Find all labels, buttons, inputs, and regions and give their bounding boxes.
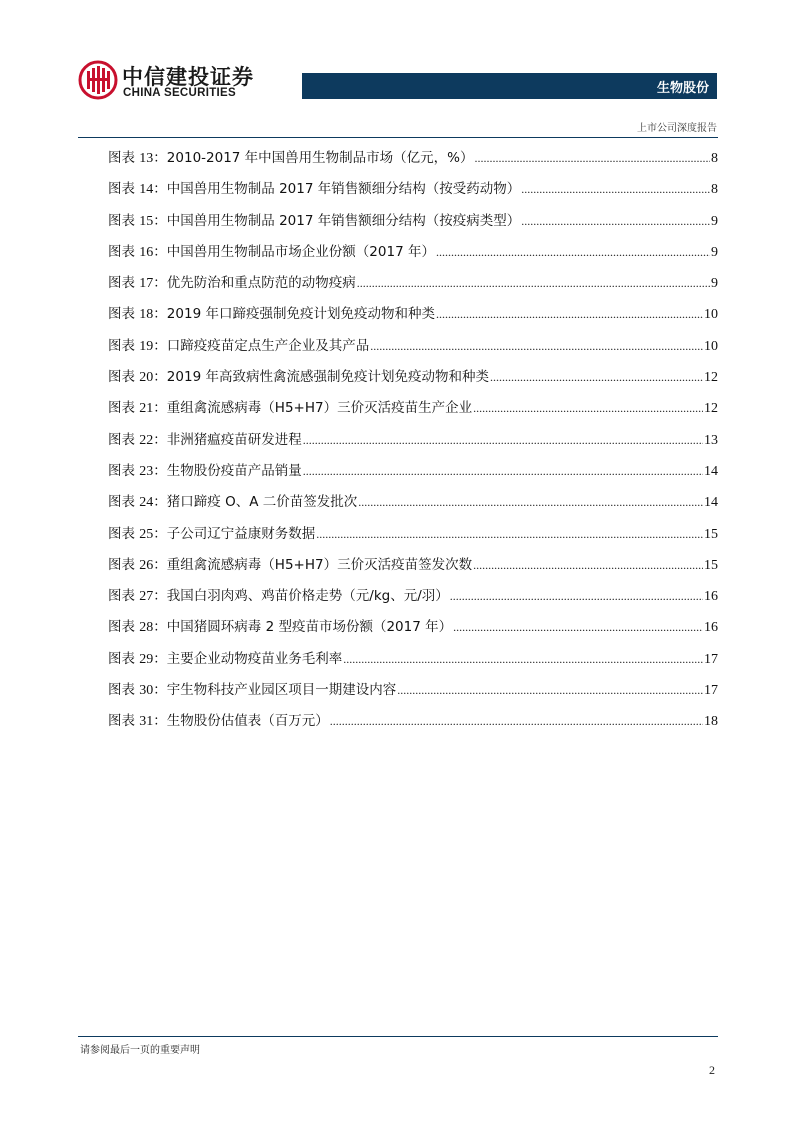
toc-page-number: 12 (704, 401, 718, 417)
toc-page-number: 16 (704, 620, 718, 636)
toc-entry[interactable] (108, 334, 718, 365)
toc-dot-leader (450, 589, 703, 604)
toc-entry-title: 猪口蹄疫 O、A 二价苗签发批次 (166, 494, 358, 511)
toc-entry-title: 口蹄疫疫苗定点生产企业及其产品 (166, 337, 370, 354)
toc-dot-leader (370, 339, 703, 354)
toc-page-number: 9 (711, 276, 718, 292)
toc-page-number: 12 (704, 370, 718, 386)
toc-entry[interactable] (108, 177, 718, 208)
toc-entry-title: 中国兽用生物制品 2017 年销售额细分结构（按疫病类型） (166, 212, 521, 229)
toc-dot-leader (521, 182, 710, 197)
toc-page-number: 9 (711, 244, 718, 260)
toc-page-number: 9 (711, 213, 718, 229)
toc-dot-leader (473, 401, 703, 416)
toc-figure-label: 图表 26： (108, 556, 167, 573)
toc-entry-title: 中国兽用生物制品 2017 年销售额细分结构（按受药动物） (166, 181, 521, 198)
table-of-figures (108, 146, 718, 741)
footer-divider (78, 1036, 718, 1037)
toc-dot-leader (343, 652, 703, 667)
toc-figure-label: 图表 31： (108, 713, 167, 730)
toc-entry-title: 2019 年口蹄疫强制免疫计划免疫动物和种类 (166, 306, 435, 323)
toc-page-number: 14 (704, 463, 718, 479)
toc-page-number: 17 (704, 651, 718, 667)
toc-page-number: 17 (704, 683, 718, 699)
header-divider (78, 137, 718, 138)
toc-entry[interactable] (108, 209, 718, 240)
toc-figure-label: 图表 20： (108, 369, 167, 386)
toc-entry[interactable] (108, 678, 718, 709)
toc-dot-leader (357, 276, 710, 291)
toc-figure-label: 图表 24： (108, 494, 167, 511)
toc-dot-leader (453, 620, 703, 635)
toc-entry-title: 重组禽流感病毒（H5+H7）三价灭活疫苗签发次数 (166, 556, 473, 573)
toc-figure-label: 图表 27： (108, 588, 167, 605)
toc-entry-title: 我国白羽肉鸡、鸡苗价格走势（元/kg、元/羽） (166, 588, 449, 605)
toc-dot-leader (397, 683, 703, 698)
toc-page-number: 14 (704, 495, 718, 511)
toc-dot-leader (330, 714, 703, 729)
toc-page-number: 10 (704, 307, 718, 323)
toc-dot-leader (436, 245, 710, 260)
toc-entry[interactable] (108, 709, 718, 740)
toc-dot-leader (358, 495, 703, 510)
toc-page-number: 8 (711, 151, 718, 166)
toc-figure-label: 图表 28： (108, 619, 167, 636)
toc-entry[interactable] (108, 146, 718, 177)
toc-entry-title: 生物股份疫苗产品销量 (166, 462, 302, 479)
toc-entry-title: 2010-2017 年中国兽用生物制品市场（亿元，%） (166, 150, 474, 166)
toc-entry-title: 子公司辽宁益康财务数据 (166, 525, 316, 542)
toc-figure-label: 图表 22： (108, 431, 167, 448)
toc-dot-leader (316, 527, 703, 542)
china-securities-logo (78, 60, 258, 104)
toc-entry-title: 主要企业动物疫苗业务毛利率 (166, 650, 343, 667)
toc-entry[interactable] (108, 647, 718, 678)
toc-page-number: 10 (704, 338, 718, 354)
toc-page-number: 13 (704, 432, 718, 448)
toc-dot-leader (303, 464, 703, 479)
toc-entry[interactable] (108, 271, 718, 302)
page-number: 2 (709, 1063, 715, 1077)
toc-figure-label: 图表 23： (108, 462, 167, 479)
toc-dot-leader (490, 370, 703, 385)
company-name: 生物股份 (656, 81, 709, 96)
toc-entry[interactable] (108, 553, 718, 584)
toc-figure-label: 图表 19： (108, 337, 167, 354)
toc-page-number: 16 (704, 589, 718, 605)
toc-page-number: 15 (704, 526, 718, 542)
toc-entry[interactable] (108, 396, 718, 427)
toc-dot-leader (436, 307, 703, 322)
toc-dot-leader (475, 151, 711, 166)
toc-entry-title: 优先防治和重点防范的动物疫病 (166, 275, 356, 292)
logo-english-name: CHINA SECURITIES (123, 87, 236, 99)
china-securities-emblem-icon (78, 60, 118, 100)
report-type-label: 上市公司深度报告 (637, 123, 717, 134)
toc-entry[interactable] (108, 615, 718, 646)
toc-entry-title: 2019 年高致病性禽流感强制免疫计划免疫动物和种类 (166, 369, 489, 386)
toc-dot-leader (473, 558, 703, 573)
toc-entry[interactable] (108, 428, 718, 459)
toc-figure-label: 图表 14： (108, 181, 167, 198)
toc-figure-label: 图表 17： (108, 275, 167, 292)
toc-entry[interactable] (108, 490, 718, 521)
toc-figure-label: 图表 16： (108, 243, 167, 260)
toc-entry-title: 宇生物科技产业园区项目一期建设内容 (166, 682, 397, 699)
toc-entry-title: 中国猪圆环病毒 2 型疫苗市场份额（2017 年） (166, 619, 453, 636)
footer-disclaimer: 请参阅最后一页的重要声明 (80, 1045, 200, 1056)
toc-entry[interactable] (108, 459, 718, 490)
toc-entry[interactable] (108, 302, 718, 333)
toc-figure-label: 图表 13： (108, 150, 167, 166)
toc-entry[interactable] (108, 240, 718, 271)
toc-page-number: 15 (704, 557, 718, 573)
toc-entry[interactable] (108, 365, 718, 396)
toc-entry[interactable] (108, 522, 718, 553)
toc-figure-label: 图表 25： (108, 525, 167, 542)
toc-figure-label: 图表 15： (108, 212, 167, 229)
toc-dot-leader (521, 214, 710, 229)
toc-page-number: 8 (711, 182, 718, 198)
toc-entry-title: 重组禽流感病毒（H5+H7）三价灭活疫苗生产企业 (166, 400, 473, 417)
toc-figure-label: 图表 21： (108, 400, 167, 417)
toc-entry-title: 生物股份估值表（百万元） (166, 713, 329, 730)
toc-page-number: 18 (704, 714, 718, 730)
logo-chinese-name: 中信建投证券 (122, 65, 254, 89)
toc-figure-label: 图表 18： (108, 306, 167, 323)
toc-figure-label: 图表 30： (108, 682, 167, 699)
toc-dot-leader (303, 433, 703, 448)
toc-figure-label: 图表 29： (108, 650, 167, 667)
toc-entry[interactable] (108, 584, 718, 615)
toc-entry-title: 中国兽用生物制品市场企业份额（2017 年） (166, 243, 435, 260)
toc-entry-title: 非洲猪瘟疫苗研发进程 (166, 431, 302, 448)
header-company-bar (302, 73, 717, 99)
